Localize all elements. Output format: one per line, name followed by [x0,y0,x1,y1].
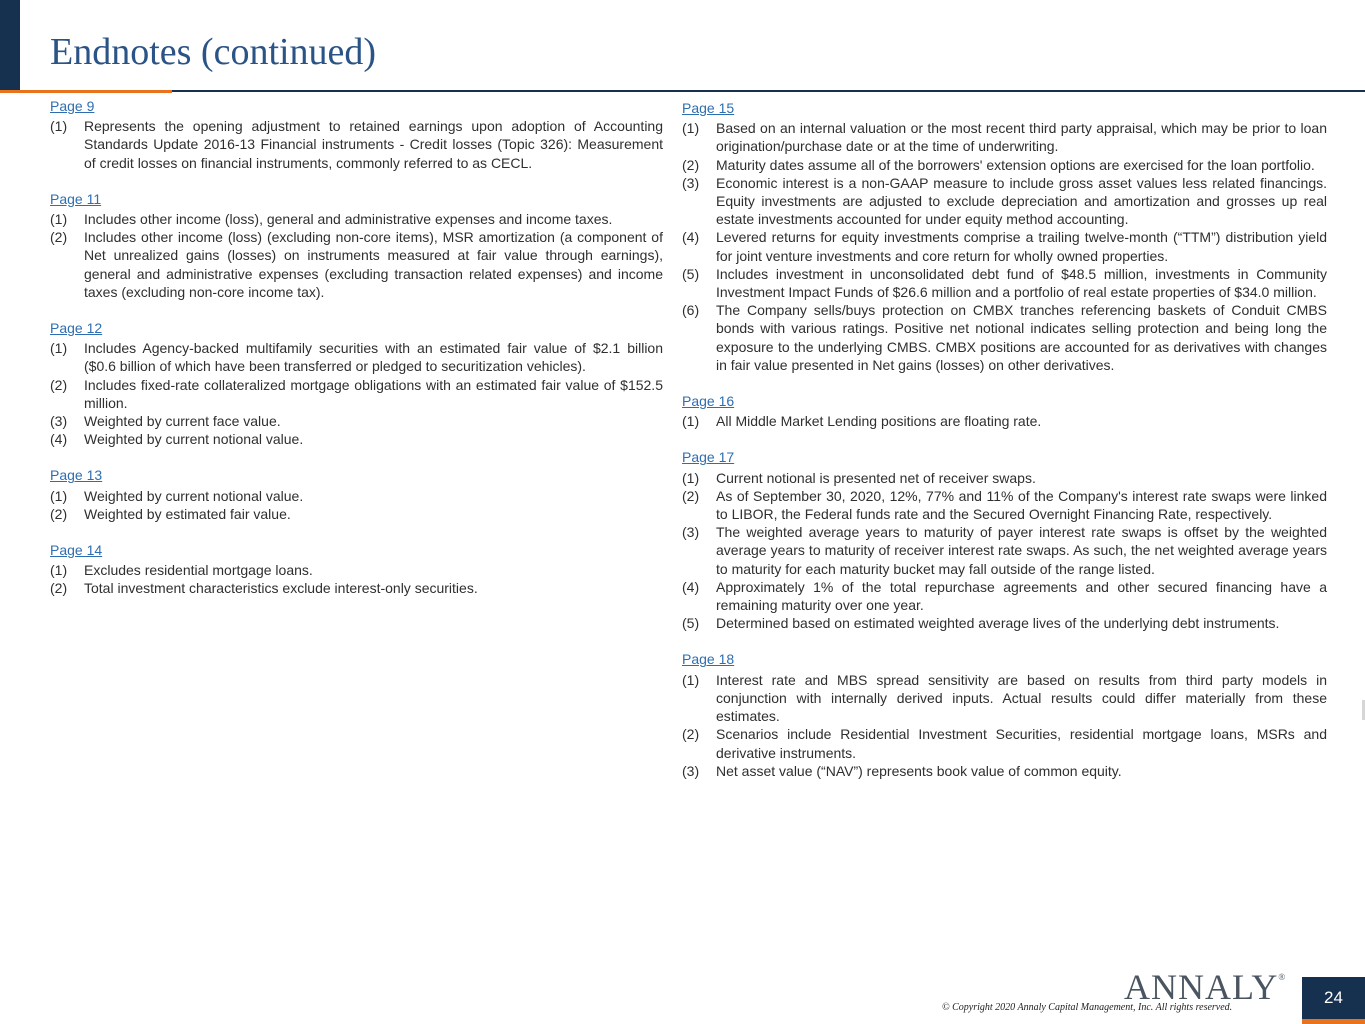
endnote-section-page-13 [50,466,663,523]
endnote-text: Levered returns for equity investments comprise a trailing twelve-month (“TTM”) distribution yield for joint venture investments and core return for wholly owned properties. [716,229,1327,264]
endnote-text: Includes other income (loss) (excluding non-core items), MSR amortization (a component of Net unrealized gains (losses) on instruments measured at fair value through earnings), general and administrative expenses (excluding transaction related expenses) and income taxes (excluding non-core income tax). [84,229,663,300]
page-number: 24 [1324,988,1343,1007]
endnote-section-page-11 [50,190,663,301]
page-12-link[interactable]: Page 12 [50,320,103,337]
endnote-number: (1) [682,413,700,430]
page-number-badge [1302,977,1365,1019]
endnote-text: Represents the opening adjustment to retained earnings upon adoption of Accounting Standards Update 2016-13 Financial instruments - Credit losses (Topic 326): Measurement of credit losses on financial instruments, commonly referred to as CECL. [84,118,663,171]
endnote-text: As of September 30, 2020, 12%, 77% and 11% of the Company's interest rate swaps were linked to LIBOR, the Federal funds rate and the Secured Overnight Financing Rate, respectively. [716,487,1327,523]
header-rule-navy [172,90,1365,92]
endnote-section-page-16 [682,392,1327,430]
logo-wordmark: ANNALY [1124,967,1279,1007]
endnote-text: Weighted by estimated fair value. [84,505,291,522]
header-rule-orange [0,90,172,93]
page-9-link[interactable]: Page 9 [50,98,95,114]
endnote-item [682,762,1327,780]
endnote-item [682,578,1327,614]
endnote-item [682,301,1327,374]
endnote-number: (2) [682,726,700,743]
endnote-text: Scenarios include Residential Investment Securities, residential mortgage loans, MSRs and derivative instruments. [716,726,1327,761]
endnote-section-page-9 [50,97,663,172]
endnote-number: (4) [682,229,700,246]
page-15-link[interactable]: Page 15 [682,100,735,116]
endnote-number: (3) [682,524,700,541]
endnote-text: Based on an internal valuation or the most recent third party appraisal, which may be prior to loan origination/purchase date or at the time of underwriting. [716,120,1327,155]
endnotes-left-column [50,97,663,616]
endnote-number: (5) [682,615,700,632]
endnote-number: (4) [682,578,700,595]
endnote-item [50,487,663,505]
endnote-item [682,228,1327,264]
endnote-section-page-18 [682,650,1327,779]
endnote-item [682,265,1327,301]
endnote-text: Maturity dates assume all of the borrowers' extension options are exercised for the loan portfolio. [716,156,1315,173]
endnote-number: (2) [50,580,68,597]
endnote-item [50,505,663,523]
endnote-section-page-12 [50,319,663,448]
page-16-link[interactable]: Page 16 [682,393,735,410]
endnote-item [50,430,663,448]
endnote-number: (2) [50,229,68,246]
endnote-item [682,412,1327,430]
endnote-text: Includes other income (loss), general and administrative expenses and income taxes. [84,211,613,228]
endnotes-right-column [682,99,1327,798]
endnote-text: Approximately 1% of the total repurchase agreements and other secured financing have a remaining maturity over one year. [716,578,1327,614]
page-17-link[interactable]: Page 17 [682,449,735,466]
endnote-number: (1) [682,120,700,137]
endnote-number: (1) [682,469,700,486]
endnote-number: (3) [682,174,700,191]
endnote-text: Determined based on estimated weighted average lives of the underlying debt instruments. [716,615,1280,632]
endnote-number: (1) [50,211,68,228]
endnote-text: Net asset value (“NAV”) represents book value of common equity. [716,762,1122,779]
endnote-text: Weighted by current face value. [84,413,281,430]
endnote-text: Weighted by current notional value. [84,431,304,448]
endnote-text: Total investment characteristics exclude interest-only securities. [84,580,478,597]
endnote-item [50,561,663,579]
endnote-text: Interest rate and MBS spread sensitivity are based on results from third party models in conjunction with internally derived inputs. Actual results could differ materially from these estimates. [716,671,1327,725]
endnote-number: (3) [682,762,700,779]
endnote-text: The weighted average years to maturity of payer interest rate swaps is offset by the weighted average years to maturity of receiver interest rate swaps. As such, the net weighted average years to maturity for each maturity bucket may fall outside of the range listed. [716,524,1327,577]
endnote-text: Current notional is presented net of receiver swaps. [716,469,1036,486]
endnote-section-page-14 [50,541,663,598]
page-14-link[interactable]: Page 14 [50,542,103,559]
endnote-item [50,210,663,228]
page-11-link[interactable]: Page 11 [50,190,102,207]
endnote-item [682,119,1327,155]
endnote-number: (2) [50,505,68,522]
endnote-text: Weighted by current notional value. [84,487,304,504]
endnote-number: (2) [682,487,700,504]
endnote-number: (1) [50,118,68,135]
endnote-item [50,376,663,412]
endnote-item [682,523,1327,578]
endnote-item [682,671,1327,726]
endnote-item [50,579,663,597]
endnote-item [682,174,1327,229]
endnote-number: (4) [50,431,68,448]
endnote-item [50,412,663,430]
endnote-text: The Company sells/buys protection on CMBX tranches referencing baskets of Conduit CMBS bonds with various ratings. Positive net notional indicates selling protection and being long the exposure to the underlying CMBS. CMBX positions are accounted for as derivatives with changes in fair value presented in Net gains (losses) on other derivatives. [716,302,1327,373]
endnote-item [50,228,663,301]
endnote-number: (6) [682,302,700,319]
endnote-item [682,487,1327,523]
page-number-accent [1302,1019,1365,1024]
page-13-link[interactable]: Page 13 [50,467,103,484]
copyright-notice: © Copyright 2020 Annaly Capital Management, Inc. All rights reserved. [942,1002,1233,1013]
endnote-text: Excludes residential mortgage loans. [84,562,313,579]
endnote-text: Economic interest is a non-GAAP measure to include gross asset values less related financings. Equity investments are adjusted to exclude depreciation and amortization and grosses up real estate investments accounted for under equity method accounting. [716,174,1327,228]
endnote-text: Includes investment in unconsolidated debt fund of $48.5 million, investments in Community Investment Impact Funds of $26.6 million and a portfolio of real estate properties of $34.0 million. [716,265,1327,301]
endnote-number: (1) [50,340,68,357]
endnote-text: Includes fixed-rate collateralized mortgage obligations with an estimated fair value of $152.5 million. [84,376,663,411]
endnote-item [682,725,1327,761]
page-18-link[interactable]: Page 18 [682,651,735,668]
endnote-number: (1) [682,671,700,688]
endnote-item [50,339,663,375]
endnote-number: (1) [50,487,68,504]
endnote-number: (3) [50,413,68,430]
endnote-item [682,469,1327,487]
endnote-item [682,156,1327,174]
registered-mark: ® [1278,972,1287,982]
endnote-section-page-17 [682,448,1327,632]
endnote-item [50,117,663,172]
endnote-section-page-15 [682,99,1327,374]
endnote-text: All Middle Market Lending positions are floating rate. [716,413,1042,430]
endnote-number: (1) [50,562,68,579]
endnote-item [682,614,1327,632]
page-title: Endnotes (continued) [50,31,377,73]
header-accent-bar [0,0,20,90]
endnote-number: (2) [50,376,68,393]
endnote-number: (2) [682,156,700,173]
endnote-number: (5) [682,265,700,282]
endnote-text: Includes Agency-backed multifamily securities with an estimated fair value of $2.1 billion ($0.6 billion of which have been transferred or pledged to securitization vehicles). [84,340,663,375]
